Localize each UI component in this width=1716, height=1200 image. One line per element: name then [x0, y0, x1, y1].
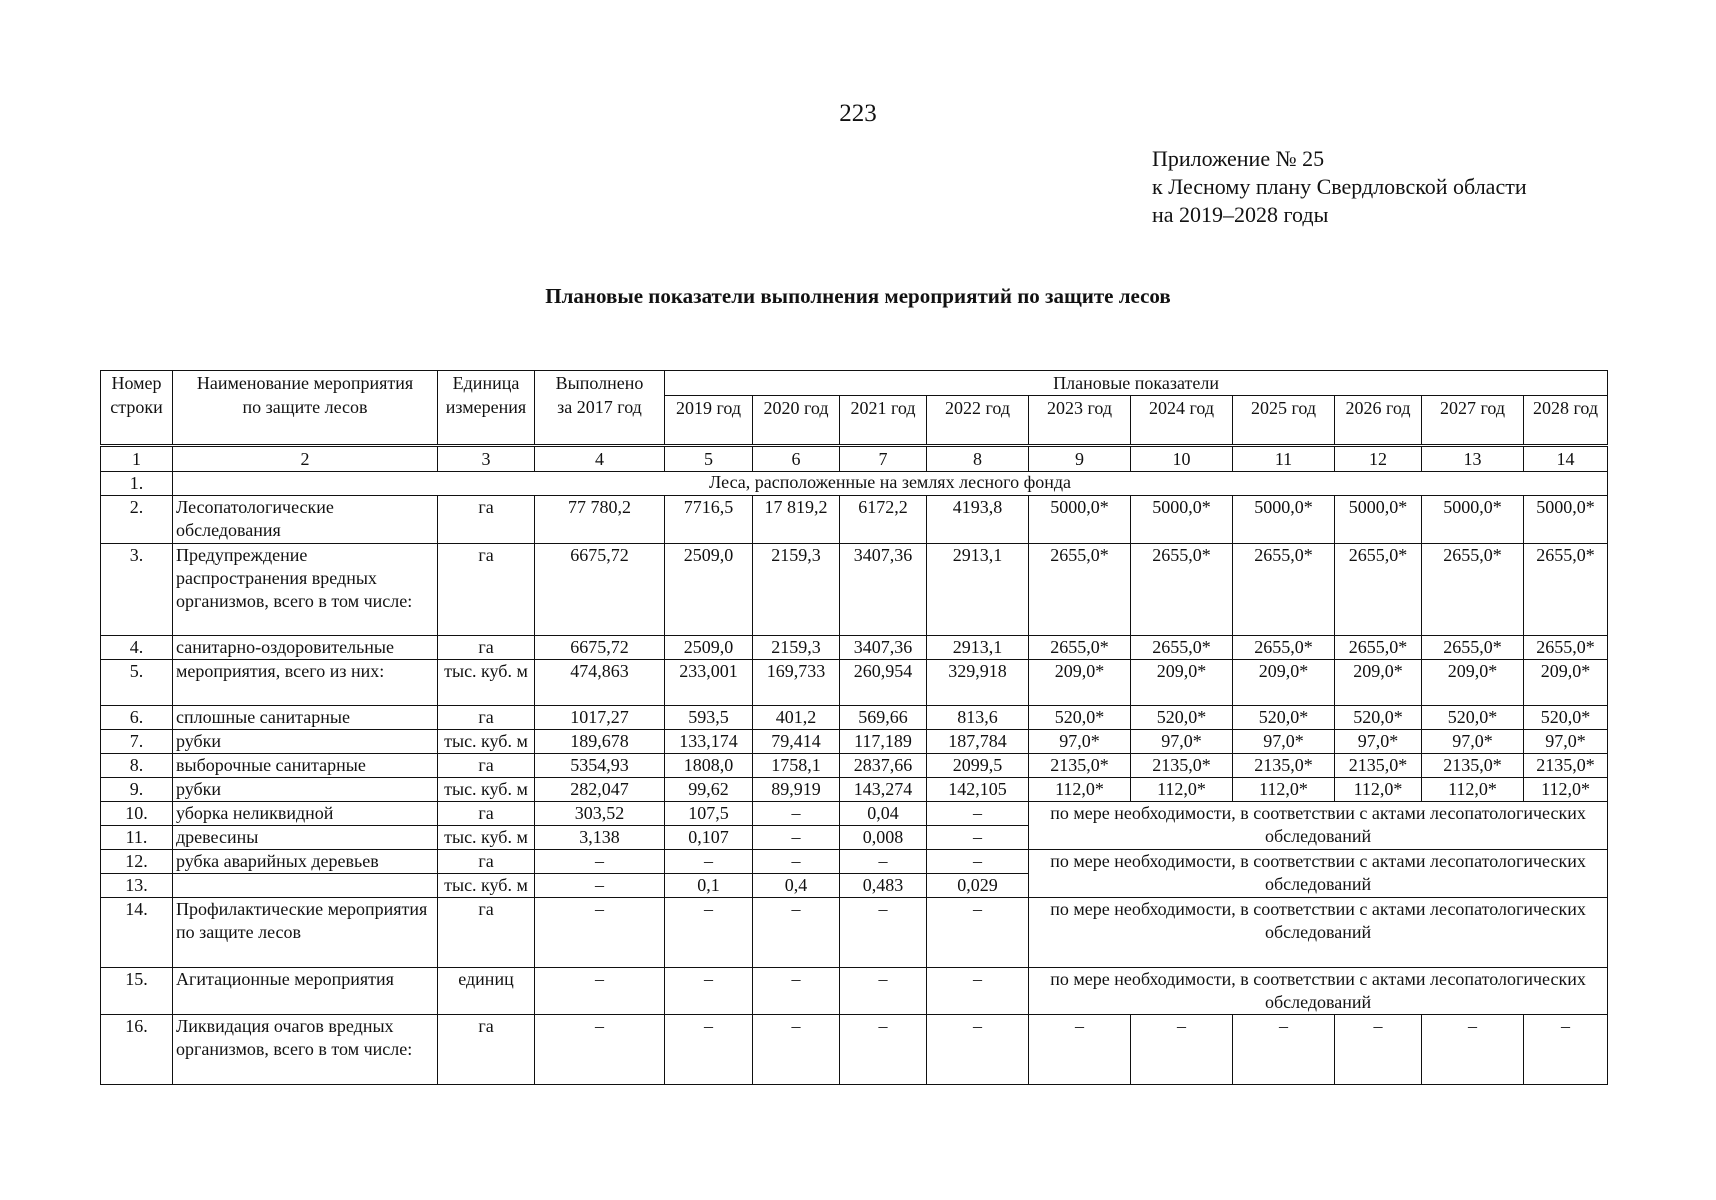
- table-row: [101, 706, 1608, 730]
- activity-name: рубка аварийных деревьев: [173, 850, 438, 874]
- plan-value-cell: 2135,0*: [1131, 754, 1233, 778]
- plan-value-cell: 133,174: [665, 730, 753, 754]
- plan-value-cell: 169,733: [753, 660, 840, 706]
- unit-cell: га: [438, 850, 535, 874]
- plan-value-cell: 2135,0*: [1233, 754, 1335, 778]
- done-2017-cell: 303,52: [535, 802, 665, 826]
- plan-value-cell: –: [753, 850, 840, 874]
- plan-value-cell: 112,0*: [1233, 778, 1335, 802]
- unit-cell: тыс. куб. м: [438, 660, 535, 706]
- plan-value-cell: 2655,0*: [1029, 544, 1131, 636]
- table-row: [101, 496, 1608, 544]
- plan-value-cell: 401,2: [753, 706, 840, 730]
- section-row: [101, 472, 1608, 496]
- activity-name: Агитационные мероприятия: [173, 968, 438, 1015]
- table-row: [101, 778, 1608, 802]
- plan-value-cell: –: [753, 1015, 840, 1085]
- column-number: 3: [438, 446, 535, 472]
- row-number: 15.: [101, 968, 173, 1015]
- done-2017-cell: 6675,72: [535, 544, 665, 636]
- activity-name: сплошные санитарные: [173, 706, 438, 730]
- plan-value-cell: 5000,0*: [1131, 496, 1233, 544]
- plan-value-cell: 89,919: [753, 778, 840, 802]
- row-number: 9.: [101, 778, 173, 802]
- plan-value-cell: 209,0*: [1422, 660, 1524, 706]
- plan-value-cell: 2655,0*: [1335, 636, 1422, 660]
- plan-value-cell: 209,0*: [1131, 660, 1233, 706]
- row-number: 4.: [101, 636, 173, 660]
- table-row: [101, 968, 1608, 1015]
- activity-name: уборка неликвидной: [173, 802, 438, 826]
- unit-cell: га: [438, 544, 535, 636]
- plan-value-cell: 6172,2: [840, 496, 927, 544]
- plan-value-cell: 520,0*: [1029, 706, 1131, 730]
- plan-value-cell: 2913,1: [927, 544, 1029, 636]
- header-row: [101, 371, 1608, 396]
- plan-value-cell: –: [1233, 1015, 1335, 1085]
- plan-value-cell: 2655,0*: [1335, 544, 1422, 636]
- header-activity-name: Наименование мероприятия по защите лесов: [173, 371, 438, 446]
- plan-value-cell: 2135,0*: [1422, 754, 1524, 778]
- appendix-line-1: Приложение № 25: [1152, 146, 1325, 171]
- activity-name: Профилактические мероприятия по защите лесов: [173, 898, 438, 968]
- plan-value-cell: 209,0*: [1335, 660, 1422, 706]
- plan-value-cell: –: [665, 968, 753, 1015]
- as-needed-note: по мере необходимости, в соответствии с актами лесопатологических обследований: [1029, 898, 1608, 968]
- activity-name: древесины: [173, 826, 438, 850]
- unit-cell: тыс. куб. м: [438, 826, 535, 850]
- plan-value-cell: 0,1: [665, 874, 753, 898]
- column-numbers-row: [101, 446, 1608, 472]
- done-2017-cell: 474,863: [535, 660, 665, 706]
- plan-value-cell: –: [927, 968, 1029, 1015]
- plan-value-cell: 7716,5: [665, 496, 753, 544]
- table-row: [101, 898, 1608, 968]
- column-number: 5: [665, 446, 753, 472]
- plan-value-cell: 2655,0*: [1029, 636, 1131, 660]
- plan-value-cell: 187,784: [927, 730, 1029, 754]
- plan-value-cell: 0,483: [840, 874, 927, 898]
- done-2017-cell: 189,678: [535, 730, 665, 754]
- plan-value-cell: –: [840, 1015, 927, 1085]
- plan-value-cell: 5000,0*: [1233, 496, 1335, 544]
- column-number: 2: [173, 446, 438, 472]
- plan-value-cell: 2509,0: [665, 636, 753, 660]
- table-row: [101, 730, 1608, 754]
- activity-name: Лесопатологические обследования: [173, 496, 438, 544]
- plan-value-cell: 0,04: [840, 802, 927, 826]
- unit-cell: га: [438, 636, 535, 660]
- plan-value-cell: 2159,3: [753, 544, 840, 636]
- header-year: 2019 год: [665, 396, 753, 446]
- section-label: Леса, расположенные на землях лесного фонда: [173, 472, 1608, 496]
- plan-value-cell: 2655,0*: [1422, 544, 1524, 636]
- unit-cell: га: [438, 706, 535, 730]
- table-row: [101, 636, 1608, 660]
- plan-value-cell: –: [1029, 1015, 1131, 1085]
- plan-value-cell: –: [753, 898, 840, 968]
- plan-value-cell: 0,4: [753, 874, 840, 898]
- column-number: 12: [1335, 446, 1422, 472]
- header-year: 2026 год: [1335, 396, 1422, 446]
- done-2017-cell: –: [535, 968, 665, 1015]
- table-row: [101, 754, 1608, 778]
- plan-value-cell: 3407,36: [840, 544, 927, 636]
- header-year: 2027 год: [1422, 396, 1524, 446]
- activity-name: мероприятия, всего из них:: [173, 660, 438, 706]
- unit-cell: га: [438, 1015, 535, 1085]
- row-number: 12.: [101, 850, 173, 874]
- plan-value-cell: 97,0*: [1524, 730, 1608, 754]
- as-needed-note: по мере необходимости, в соответствии с актами лесопатологических обследований: [1029, 850, 1608, 898]
- plan-value-cell: 112,0*: [1524, 778, 1608, 802]
- plan-value-cell: 2159,3: [753, 636, 840, 660]
- plan-value-cell: –: [927, 850, 1029, 874]
- plan-value-cell: –: [753, 826, 840, 850]
- row-number: 14.: [101, 898, 173, 968]
- plan-value-cell: –: [927, 802, 1029, 826]
- plan-value-cell: 17 819,2: [753, 496, 840, 544]
- plan-value-cell: –: [665, 1015, 753, 1085]
- activity-name: рубки: [173, 778, 438, 802]
- plan-value-cell: –: [840, 850, 927, 874]
- plan-value-cell: 112,0*: [1029, 778, 1131, 802]
- plan-value-cell: 813,6: [927, 706, 1029, 730]
- page-number: 223: [839, 100, 877, 127]
- column-number: 8: [927, 446, 1029, 472]
- plan-value-cell: –: [1422, 1015, 1524, 1085]
- plan-value-cell: –: [665, 850, 753, 874]
- table-row: [101, 1015, 1608, 1085]
- plan-value-cell: 97,0*: [1131, 730, 1233, 754]
- row-number: 6.: [101, 706, 173, 730]
- done-2017-cell: 282,047: [535, 778, 665, 802]
- plan-value-cell: –: [1131, 1015, 1233, 1085]
- unit-cell: га: [438, 802, 535, 826]
- plan-value-cell: 2655,0*: [1233, 636, 1335, 660]
- plan-value-cell: 520,0*: [1131, 706, 1233, 730]
- plan-value-cell: 520,0*: [1233, 706, 1335, 730]
- plan-value-cell: –: [840, 968, 927, 1015]
- appendix-note: [1152, 145, 1527, 229]
- plan-value-cell: 0,107: [665, 826, 753, 850]
- row-number: 2.: [101, 496, 173, 544]
- header-year: 2023 год: [1029, 396, 1131, 446]
- row-number: 5.: [101, 660, 173, 706]
- plan-value-cell: 0,029: [927, 874, 1029, 898]
- header-year: 2028 год: [1524, 396, 1608, 446]
- unit-cell: единиц: [438, 968, 535, 1015]
- done-2017-cell: –: [535, 874, 665, 898]
- done-2017-cell: –: [535, 1015, 665, 1085]
- plan-value-cell: 2135,0*: [1029, 754, 1131, 778]
- unit-cell: тыс. куб. м: [438, 778, 535, 802]
- header-done-2017: Выполнено за 2017 год: [535, 371, 665, 446]
- header-unit: Единица измерения: [438, 371, 535, 446]
- row-number: 16.: [101, 1015, 173, 1085]
- activity-name: рубки: [173, 730, 438, 754]
- table-row: [101, 544, 1608, 636]
- plan-value-cell: 2099,5: [927, 754, 1029, 778]
- plan-value-cell: 329,918: [927, 660, 1029, 706]
- plan-value-cell: 97,0*: [1233, 730, 1335, 754]
- column-number: 14: [1524, 446, 1608, 472]
- row-number: 11.: [101, 826, 173, 850]
- plan-value-cell: 5000,0*: [1335, 496, 1422, 544]
- plan-value-cell: 209,0*: [1029, 660, 1131, 706]
- plan-value-cell: 0,008: [840, 826, 927, 850]
- activity-name: Предупреждение распространения вредных организмов, всего в том числе:: [173, 544, 438, 636]
- plan-value-cell: 99,62: [665, 778, 753, 802]
- header-year: 2021 год: [840, 396, 927, 446]
- plan-value-cell: 1808,0: [665, 754, 753, 778]
- plan-value-cell: 79,414: [753, 730, 840, 754]
- plan-value-cell: 2135,0*: [1524, 754, 1608, 778]
- appendix-line-3: на 2019–2028 годы: [1152, 202, 1329, 227]
- plan-value-cell: –: [840, 898, 927, 968]
- unit-cell: тыс. куб. м: [438, 730, 535, 754]
- activity-name: Ликвидация очагов вредных организмов, всего в том числе:: [173, 1015, 438, 1085]
- plan-value-cell: –: [665, 898, 753, 968]
- plan-value-cell: 1758,1: [753, 754, 840, 778]
- appendix-line-2: к Лесному плану Свердловской области: [1152, 174, 1527, 199]
- done-2017-cell: 5354,93: [535, 754, 665, 778]
- plan-value-cell: 2135,0*: [1335, 754, 1422, 778]
- done-2017-cell: 1017,27: [535, 706, 665, 730]
- column-number: 6: [753, 446, 840, 472]
- plan-value-cell: 5000,0*: [1524, 496, 1608, 544]
- row-number: 8.: [101, 754, 173, 778]
- plan-value-cell: 117,189: [840, 730, 927, 754]
- header-row-number: Номер строки: [101, 371, 173, 446]
- plan-value-cell: 5000,0*: [1422, 496, 1524, 544]
- plan-value-cell: 5000,0*: [1029, 496, 1131, 544]
- plan-value-cell: 260,954: [840, 660, 927, 706]
- unit-cell: тыс. куб. м: [438, 874, 535, 898]
- plan-value-cell: –: [1524, 1015, 1608, 1085]
- done-2017-cell: 77 780,2: [535, 496, 665, 544]
- column-number: 10: [1131, 446, 1233, 472]
- plan-value-cell: –: [1335, 1015, 1422, 1085]
- plan-value-cell: 112,0*: [1335, 778, 1422, 802]
- plan-value-cell: 112,0*: [1422, 778, 1524, 802]
- as-needed-note: по мере необходимости, в соответствии с актами лесопатологических обследований: [1029, 968, 1608, 1015]
- plan-value-cell: 209,0*: [1524, 660, 1608, 706]
- plan-value-cell: –: [753, 802, 840, 826]
- unit-cell: га: [438, 754, 535, 778]
- plan-value-cell: 2655,0*: [1131, 544, 1233, 636]
- plan-value-cell: 2913,1: [927, 636, 1029, 660]
- plan-value-cell: 97,0*: [1335, 730, 1422, 754]
- document-title: Плановые показатели выполнения мероприятий по защите лесов: [545, 284, 1171, 308]
- plan-value-cell: –: [753, 968, 840, 1015]
- plan-value-cell: 107,5: [665, 802, 753, 826]
- plan-value-cell: 593,5: [665, 706, 753, 730]
- plan-value-cell: 97,0*: [1422, 730, 1524, 754]
- header-year: 2025 год: [1233, 396, 1335, 446]
- plan-value-cell: 569,66: [840, 706, 927, 730]
- plan-value-cell: 2655,0*: [1131, 636, 1233, 660]
- activity-name: выборочные санитарные: [173, 754, 438, 778]
- row-number: 10.: [101, 802, 173, 826]
- plan-value-cell: 2655,0*: [1524, 636, 1608, 660]
- plan-value-cell: 520,0*: [1422, 706, 1524, 730]
- plan-value-cell: 2509,0: [665, 544, 753, 636]
- header-year: 2020 год: [753, 396, 840, 446]
- plan-value-cell: 2655,0*: [1422, 636, 1524, 660]
- table-row: [101, 850, 1608, 874]
- activity-name: санитарно-оздоровительные: [173, 636, 438, 660]
- unit-cell: га: [438, 898, 535, 968]
- plan-value-cell: 4193,8: [927, 496, 1029, 544]
- row-number: 1.: [101, 472, 173, 496]
- table-row: [101, 660, 1608, 706]
- activity-name: [173, 874, 438, 898]
- plan-value-cell: 2655,0*: [1524, 544, 1608, 636]
- plan-value-cell: 142,105: [927, 778, 1029, 802]
- plan-value-cell: 233,001: [665, 660, 753, 706]
- column-number: 9: [1029, 446, 1131, 472]
- plan-value-cell: 520,0*: [1335, 706, 1422, 730]
- header-year: 2024 год: [1131, 396, 1233, 446]
- column-number: 4: [535, 446, 665, 472]
- column-number: 13: [1422, 446, 1524, 472]
- done-2017-cell: 6675,72: [535, 636, 665, 660]
- plan-value-cell: –: [927, 1015, 1029, 1085]
- plan-value-cell: 2655,0*: [1233, 544, 1335, 636]
- as-needed-note: по мере необходимости, в соответствии с актами лесопатологических обследований: [1029, 802, 1608, 850]
- plan-value-cell: –: [927, 898, 1029, 968]
- column-number: 1: [101, 446, 173, 472]
- row-number: 3.: [101, 544, 173, 636]
- column-number: 11: [1233, 446, 1335, 472]
- column-number: 7: [840, 446, 927, 472]
- unit-cell: га: [438, 496, 535, 544]
- plan-value-cell: 520,0*: [1524, 706, 1608, 730]
- done-2017-cell: –: [535, 898, 665, 968]
- plan-value-cell: –: [927, 826, 1029, 850]
- header-plan-indicators: Плановые показатели: [665, 371, 1608, 396]
- plan-value-cell: 209,0*: [1233, 660, 1335, 706]
- plan-table: [100, 370, 1608, 1085]
- table-row: [101, 802, 1608, 826]
- plan-value-cell: 97,0*: [1029, 730, 1131, 754]
- plan-value-cell: 2837,66: [840, 754, 927, 778]
- plan-value-cell: 143,274: [840, 778, 927, 802]
- done-2017-cell: 3,138: [535, 826, 665, 850]
- row-number: 13.: [101, 874, 173, 898]
- plan-value-cell: 3407,36: [840, 636, 927, 660]
- plan-value-cell: 112,0*: [1131, 778, 1233, 802]
- done-2017-cell: –: [535, 850, 665, 874]
- row-number: 7.: [101, 730, 173, 754]
- header-year: 2022 год: [927, 396, 1029, 446]
